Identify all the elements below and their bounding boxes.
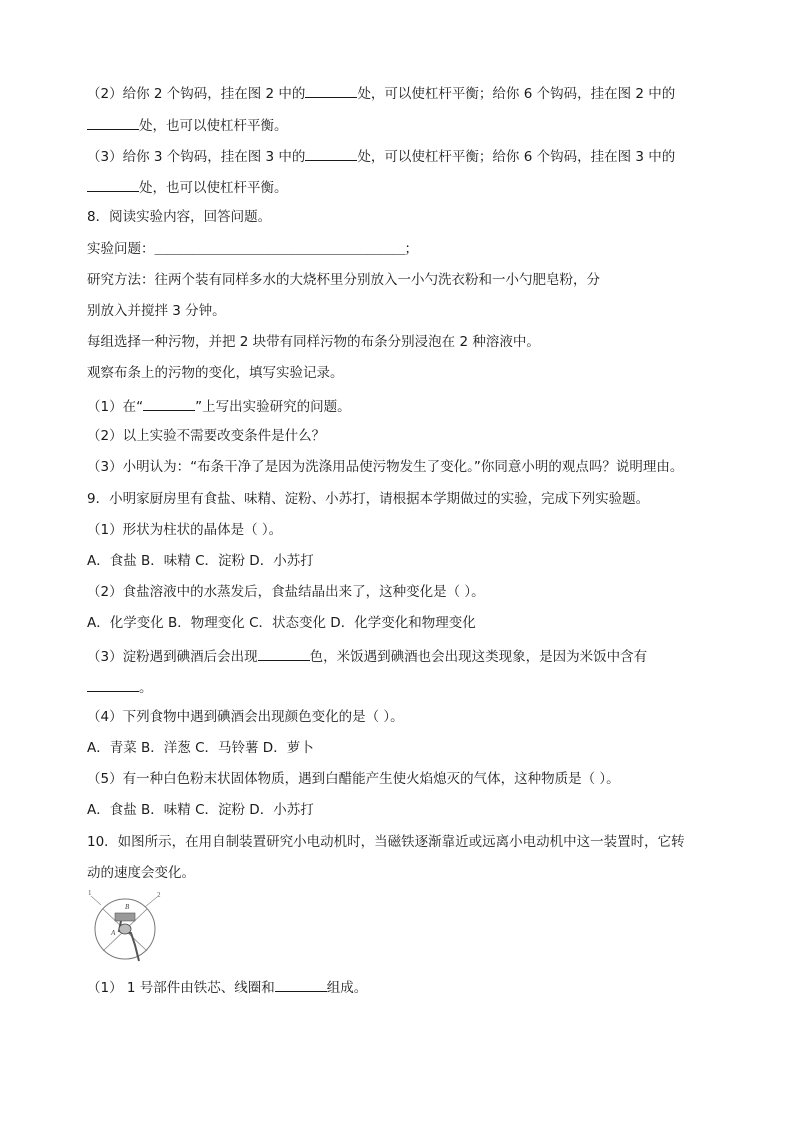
q9-sub3-line1 xyxy=(87,646,647,666)
label: 实验问题： xyxy=(87,241,155,257)
answer-blank[interactable] xyxy=(87,177,139,192)
figure-label-1: 1 xyxy=(88,889,92,897)
q9-sub4: （4）下列食物中遇到碘酒会出现颜色变化的是（ ）。 xyxy=(87,709,404,725)
text: 处，也可以使杠杆平衡。 xyxy=(139,180,288,196)
answer-blank[interactable] xyxy=(87,677,139,692)
text: （3）给你 3 个钩码，挂在图 3 中的 xyxy=(87,149,306,165)
q9-sub3-line2 xyxy=(87,677,153,697)
leader-line-1 xyxy=(91,896,101,905)
q8-sub3: （3）小明认为：“布条干净了是因为洗涤用品使污物发生了变化。”你同意小明的观点吗？说明理由。 xyxy=(87,459,684,475)
text: 色，米饭遇到碘酒也会出现这类现象，是因为米饭中含有 xyxy=(309,649,648,665)
magnet xyxy=(115,913,135,921)
text: （1）在“ xyxy=(87,399,144,415)
q10-title-2: 动的速度会变化。 xyxy=(87,865,195,881)
text: （3）淀粉遇到碘酒后会出现 xyxy=(87,649,258,665)
q8-title: 8．阅读实验内容，回答问题。 xyxy=(87,209,272,225)
text: ； xyxy=(404,241,418,257)
answer-blank[interactable] xyxy=(305,83,357,98)
coil xyxy=(119,924,131,934)
q9-title: 9．小明家厨房里有食盐、味精、淀粉、小苏打，请根据本学期做过的实验，完成下列实验题。 xyxy=(87,491,650,507)
q9-sub5-options: A．食盐 B．味精 C．淀粉 D．小苏打 xyxy=(87,802,314,818)
figure-label-b: B xyxy=(125,903,130,911)
q9-sub4-options: A．青菜 B．洋葱 C．马铃薯 D．萝卜 xyxy=(87,740,314,756)
q8-method-1: 研究方法：往两个装有同样多水的大烧杯里分别放入一小勺洗衣粉和一小勺肥皂粉，分 xyxy=(87,272,600,288)
text: ”上写出实验研究的问题。 xyxy=(195,399,351,415)
q8-method-2: 别放入并搅拌 3 分钟。 xyxy=(87,303,226,319)
answer-blank[interactable] xyxy=(143,396,195,411)
q7-sub2-line1 xyxy=(87,83,675,103)
text: 组成。 xyxy=(326,980,368,996)
q7-sub3-line1 xyxy=(87,146,675,166)
figure-label-a: A xyxy=(111,929,116,937)
q9-sub5: （5）有一种白色粉末状固体物质，遇到白醋能产生使火焰熄灭的气体，这种物质是（ ）。 xyxy=(87,771,620,787)
q8-group: 每组选择一种污物，并把 2 块带有同样污物的布条分别浸泡在 2 种溶液中。 xyxy=(87,334,540,350)
q9-sub2: （2）食盐溶液中的水蒸发后，食盐结晶出来了，这种变化是（ ）。 xyxy=(87,584,485,600)
q8-question xyxy=(87,240,418,258)
text: 处，可以使杠杆平衡；给你 6 个钩码，挂在图 2 中的 xyxy=(357,86,676,102)
q9-sub1: （1）形状为柱状的晶体是（ ）。 xyxy=(87,522,283,538)
answer-blank[interactable] xyxy=(305,146,357,161)
q9-sub2-options: A．化学变化 B．物理变化 C．状态变化 D．化学变化和物理变化 xyxy=(87,615,476,631)
motor-figure xyxy=(87,887,167,963)
text: （2）给你 2 个钩码，挂在图 2 中的 xyxy=(87,86,306,102)
answer-blank[interactable] xyxy=(87,115,139,130)
q10-title-1: 10．如图所示，在用自制装置研究小电动机时，当磁铁逐渐靠近或远离小电动机中这一装置时，它转 xyxy=(87,834,685,850)
text: 处，也可以使杠杆平衡。 xyxy=(139,118,288,134)
q8-sub1 xyxy=(87,396,351,416)
figure-label-2: 2 xyxy=(157,891,161,899)
text: 处，可以使杠杆平衡；给你 6 个钩码，挂在图 3 中的 xyxy=(357,149,676,165)
q10-sub1 xyxy=(87,977,367,997)
q8-sub2: （2）以上实验不需要改变条件是什么？ xyxy=(87,428,326,444)
q9-sub1-options: A．食盐 B．味精 C．淀粉 D．小苏打 xyxy=(87,553,314,569)
answer-blank[interactable] xyxy=(275,977,327,992)
q7-sub2-line2 xyxy=(87,115,288,135)
answer-blank[interactable]: ＿＿＿＿＿＿＿＿＿＿＿＿＿＿＿＿＿＿＿＿ xyxy=(154,241,405,257)
text: 。 xyxy=(139,680,153,696)
answer-blank[interactable] xyxy=(258,646,310,661)
text: （1） 1 号部件由铁芯、线圈和 xyxy=(87,980,275,996)
q7-sub3-line2 xyxy=(87,177,288,197)
q8-observe: 观察布条上的污物的变化，填写实验记录。 xyxy=(87,365,344,381)
leader-line-2 xyxy=(145,897,157,907)
